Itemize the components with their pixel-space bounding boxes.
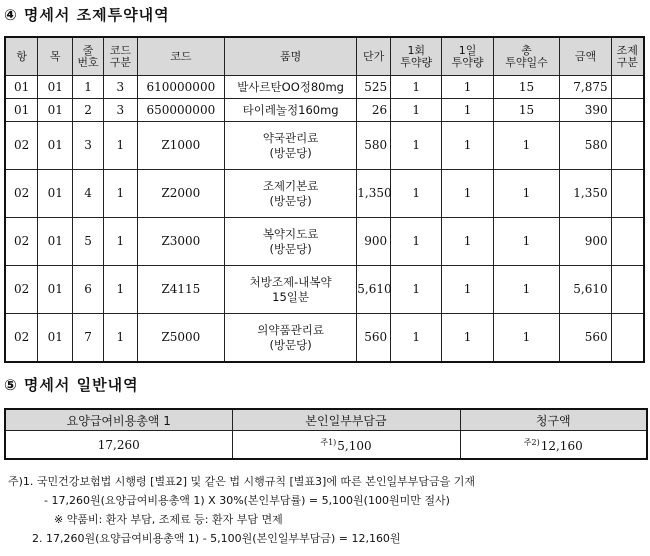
header-dose-once: 1회 투약량	[391, 37, 442, 76]
header-amount: 금액	[560, 37, 611, 76]
cell-total-days: 15	[493, 76, 560, 99]
cell-code: Z4115	[137, 266, 224, 314]
cell-code: Z3000	[137, 218, 224, 266]
cell-code-type: 1	[103, 218, 137, 266]
cell-unit-price: 900	[357, 218, 391, 266]
header-line-no: 줄 번호	[73, 37, 104, 76]
cell-dose-once: 1	[391, 266, 442, 314]
header-total-days: 총 투약일수	[493, 37, 560, 76]
table-row	[5, 122, 644, 170]
header-category: 목	[38, 37, 73, 76]
cell-line-no: 6	[73, 266, 104, 314]
cell-line-no: 4	[73, 170, 104, 218]
header-copay: 본인일부부담금	[232, 409, 460, 431]
header-dispensing-type: 조제 구분	[611, 37, 644, 76]
cell-line-no: 3	[73, 122, 104, 170]
cell-total-days: 1	[493, 122, 560, 170]
cell-category: 01	[38, 170, 73, 218]
value-claim: $^{주2)}$12,160	[460, 431, 647, 460]
cell-code-type: 1	[103, 122, 137, 170]
cell-line-no: 7	[73, 314, 104, 363]
cell-name: 약국관리료 (방문당)	[224, 122, 356, 170]
table-row	[5, 218, 644, 266]
cell-name: 타이레놀정160mg	[224, 99, 356, 122]
value-copay: $^{주1)}$5,100	[232, 431, 460, 460]
cell-code-type: 1	[103, 266, 137, 314]
cell-total-days: 1	[493, 218, 560, 266]
cell-dispensing-type	[611, 170, 644, 218]
general-summary-table	[4, 408, 648, 460]
table-header-row	[5, 37, 644, 76]
footnote-1: 주)1. 국민건강보험법 시행령 [별표2] 및 같은 법 시행규칙 [별표3]에 따른 본인일부부담금을 기재	[8, 475, 475, 488]
cell-name: 의약품관리료 (방문당)	[224, 314, 356, 363]
cell-dose-daily: 1	[442, 170, 493, 218]
table-row	[5, 76, 644, 99]
cell-category: 01	[38, 99, 73, 122]
cell-dose-daily: 1	[442, 218, 493, 266]
cell-dispensing-type	[611, 99, 644, 122]
cell-line-no: 1	[73, 76, 104, 99]
cell-dispensing-type	[611, 122, 644, 170]
cell-dispensing-type	[611, 314, 644, 363]
cell-name: 처방조제-내복약 15일분	[224, 266, 356, 314]
cell-category: 01	[38, 266, 73, 314]
cell-item-no: 01	[5, 99, 38, 122]
header-name: 품명	[224, 37, 356, 76]
table-row	[5, 99, 644, 122]
cell-dose-daily: 1	[442, 266, 493, 314]
cell-category: 01	[38, 314, 73, 363]
cell-code-type: 1	[103, 170, 137, 218]
cell-dose-once: 1	[391, 314, 442, 363]
cell-item-no: 02	[5, 266, 38, 314]
cell-total-days: 1	[493, 170, 560, 218]
cell-unit-price: 1,350	[357, 170, 391, 218]
cell-code-type: 3	[103, 99, 137, 122]
cell-item-no: 02	[5, 314, 38, 363]
footnotes	[8, 472, 648, 548]
cell-total-days: 1	[493, 266, 560, 314]
header-code: 코드	[137, 37, 224, 76]
cell-dose-daily: 1	[442, 76, 493, 99]
cell-dispensing-type	[611, 266, 644, 314]
section-title-general: ⑤ 명세서 일반내역	[4, 376, 139, 394]
cell-name: 복약지도료 (방문당)	[224, 218, 356, 266]
header-claim: 청구액	[460, 409, 647, 431]
cell-dose-once: 1	[391, 76, 442, 99]
cell-item-no: 01	[5, 76, 38, 99]
cell-category: 01	[38, 76, 73, 99]
cell-amount: 900	[560, 218, 611, 266]
cell-amount: 5,610	[560, 266, 611, 314]
cell-dose-once: 1	[391, 99, 442, 122]
cell-amount: 7,875	[560, 76, 611, 99]
header-item-no: 항	[5, 37, 38, 76]
cell-line-no: 2	[73, 99, 104, 122]
cell-dose-once: 1	[391, 122, 442, 170]
cell-code-type: 1	[103, 314, 137, 363]
cell-dose-once: 1	[391, 170, 442, 218]
cell-code: Z2000	[137, 170, 224, 218]
header-unit-price: 단가	[357, 37, 391, 76]
cell-total-days: 15	[493, 99, 560, 122]
cell-total-days: 1	[493, 314, 560, 363]
cell-dispensing-type	[611, 218, 644, 266]
cell-line-no: 5	[73, 218, 104, 266]
header-total-benefit: 요양급여비용총액 1	[5, 409, 232, 431]
cell-unit-price: 5,610	[357, 266, 391, 314]
cell-dose-daily: 1	[442, 122, 493, 170]
cell-item-no: 02	[5, 218, 38, 266]
summary-header-row	[5, 409, 647, 431]
cell-dose-once: 1	[391, 218, 442, 266]
cell-name: 조제기본료 (방문당)	[224, 170, 356, 218]
section-title-dispensing: ④ 명세서 조제투약내역	[4, 6, 170, 24]
header-code-type: 코드 구분	[103, 37, 137, 76]
table-row	[5, 314, 644, 363]
footnote-2: 2. 17,260원(요양급여비용총액 1) - 5,100원(본인일부부담금) = 12,160원	[32, 532, 401, 545]
table-row	[5, 170, 644, 218]
cell-code: Z1000	[137, 122, 224, 170]
cell-category: 01	[38, 218, 73, 266]
cell-dose-daily: 1	[442, 314, 493, 363]
value-total-benefit: 17,260	[5, 431, 232, 460]
dispensing-items-table	[4, 36, 645, 363]
footnote-1-calculation: - 17,260원(요양급여비용총액 1) X 30%(본인부담률) = 5,100원(100원미만 절사)	[44, 494, 450, 507]
cell-dose-daily: 1	[442, 99, 493, 122]
cell-code: 610000000	[137, 76, 224, 99]
cell-category: 01	[38, 122, 73, 170]
cell-amount: 580	[560, 122, 611, 170]
cell-item-no: 02	[5, 170, 38, 218]
header-dose-daily: 1일 투약량	[442, 37, 493, 76]
cell-amount: 390	[560, 99, 611, 122]
cell-code-type: 3	[103, 76, 137, 99]
table-row	[5, 266, 644, 314]
cell-code: Z5000	[137, 314, 224, 363]
cell-name: 발사르탄OO정80mg	[224, 76, 356, 99]
cell-unit-price: 525	[357, 76, 391, 99]
cell-code: 650000000	[137, 99, 224, 122]
cell-amount: 1,350	[560, 170, 611, 218]
cell-unit-price: 560	[357, 314, 391, 363]
cell-amount: 560	[560, 314, 611, 363]
cell-item-no: 02	[5, 122, 38, 170]
cell-unit-price: 26	[357, 99, 391, 122]
summary-value-row	[5, 431, 647, 460]
cell-unit-price: 580	[357, 122, 391, 170]
footnote-1-remark: ※ 약품비: 환자 부담, 조제료 등: 환자 부담 면제	[54, 513, 283, 526]
cell-dispensing-type	[611, 76, 644, 99]
